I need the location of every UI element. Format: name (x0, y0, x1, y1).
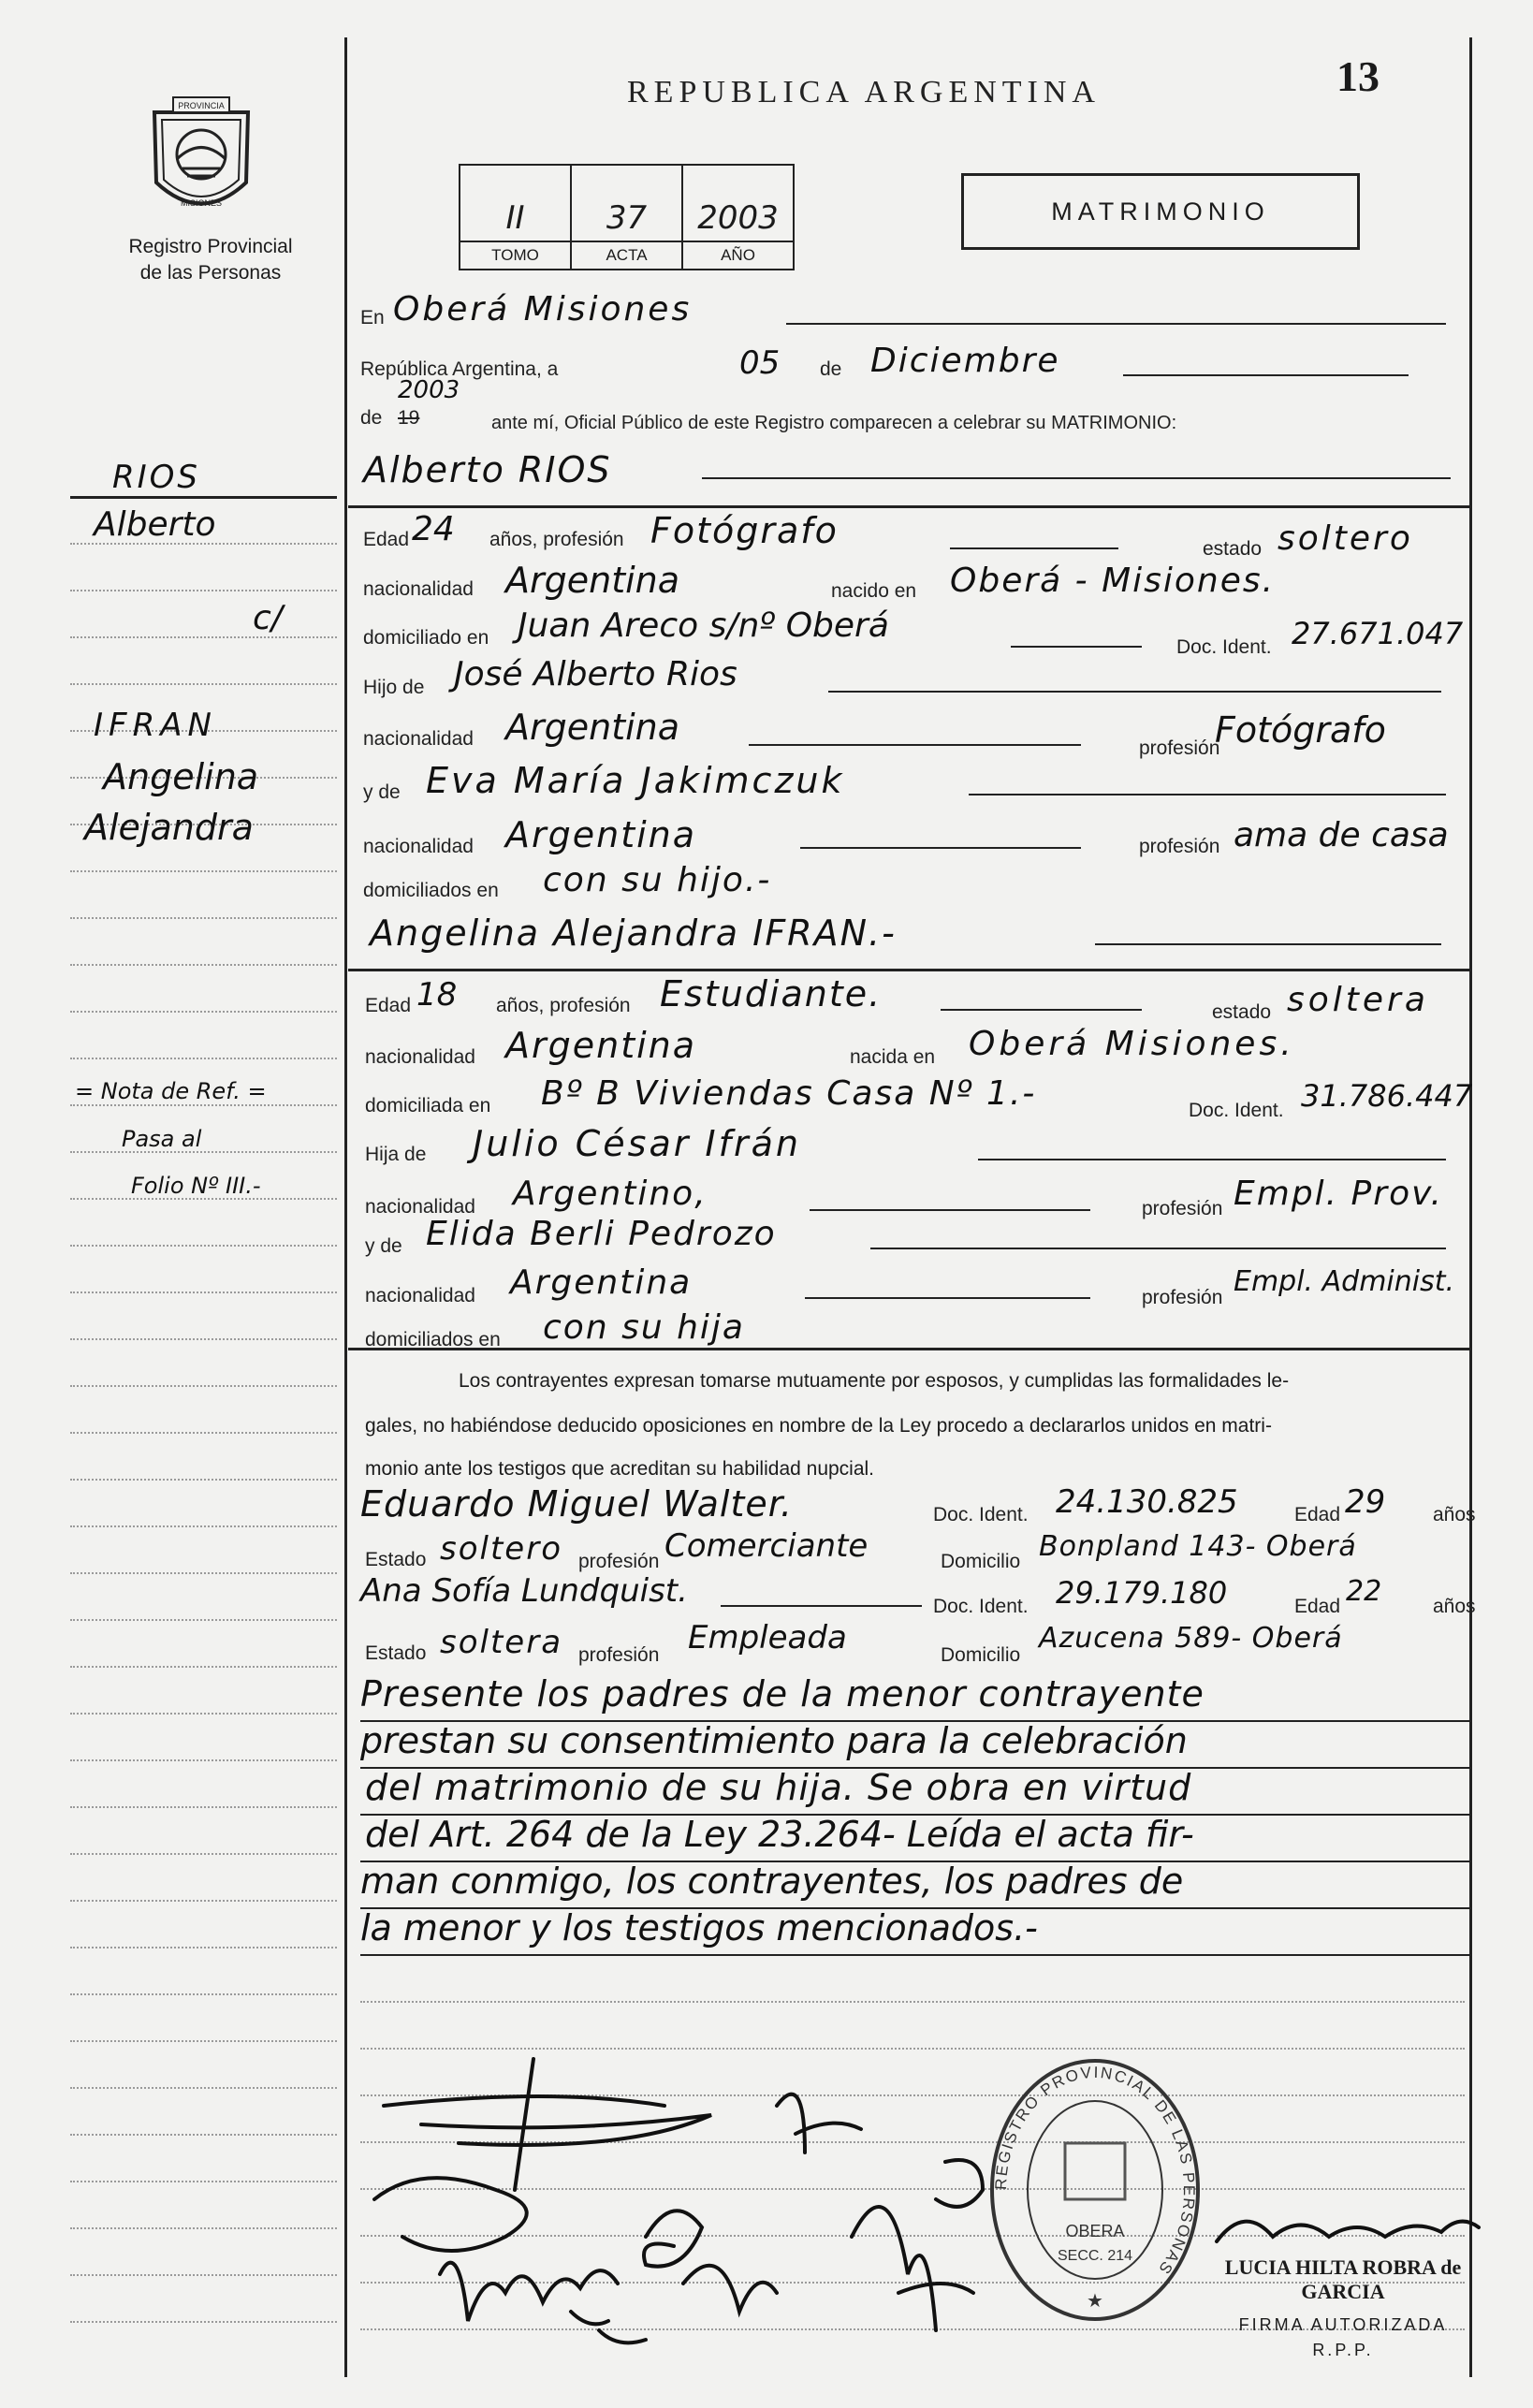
section-rule-bride (348, 969, 1469, 971)
witness2-estado-label: Estado (365, 1642, 427, 1664)
place-value: Oberá Misiones (393, 290, 693, 328)
witness1-name: Eduardo Miguel Walter. (360, 1483, 793, 1525)
bride-domiciliados-label: domiciliados en (365, 1329, 501, 1350)
witness1-doc: 24.130.825 (1056, 1483, 1238, 1521)
official-signature-block (1189, 2255, 1497, 2360)
witness1-edad-label: Edad (1294, 1504, 1341, 1525)
month-value: Diciembre (870, 342, 1060, 380)
struck-year-prefix: 19 (398, 407, 420, 429)
tomo-label: TOMO (460, 241, 570, 269)
witness2-doc-label: Doc. Ident. (933, 1596, 1029, 1617)
bride-domiciliados: con su hija (543, 1308, 745, 1347)
witness2-domicilio-label: Domicilio (941, 1644, 1021, 1666)
tomo-value: II (505, 199, 525, 237)
section-rule-groom (348, 505, 1469, 508)
emblem-text-bottom: MISIONES (180, 198, 223, 208)
bride-madre-prof: Empl. Administ. (1234, 1265, 1455, 1298)
registry-stamp (983, 2050, 1207, 2330)
fill-line (870, 1248, 1446, 1249)
groom-padre-prof-label: profesión (1139, 737, 1220, 759)
groom-padre-prof: Fotógrafo (1215, 709, 1386, 751)
fill-line (950, 547, 1118, 549)
fill-line (828, 691, 1441, 693)
signatures-scribbles (365, 2050, 1001, 2358)
groom-domicilio: Juan Areco s/nº Oberá (518, 606, 889, 645)
groom-madre-prof-label: profesión (1139, 836, 1220, 857)
margin-surname1: RIOS (112, 459, 200, 496)
star-icon: ★ (1087, 2291, 1103, 2312)
witness2-profesion-label: profesión (578, 1644, 660, 1666)
witness1-doc-label: Doc. Ident. (933, 1504, 1029, 1525)
groom-profesion: Fotógrafo (650, 510, 839, 551)
fill-line (1095, 943, 1441, 945)
witness1-estado-label: Estado (365, 1549, 427, 1570)
anio-label: AÑO (683, 241, 793, 269)
anio-value: 2003 (697, 199, 779, 237)
fill-line (800, 847, 1081, 849)
page-number: 13 (1336, 52, 1380, 100)
groom-profesion-label: años, profesión (489, 529, 624, 550)
witness2-estado: soltera (440, 1624, 563, 1661)
witness2-domicilio: Azucena 589- Oberá (1039, 1622, 1343, 1655)
bride-nacida: Oberá Misiones. (969, 1025, 1295, 1063)
left-vertical-rule (344, 37, 347, 2377)
day-value: 05 (739, 344, 781, 382)
fill-line (810, 1209, 1090, 1211)
fill-line (978, 1159, 1446, 1160)
provincial-emblem (145, 94, 257, 220)
margin-note-line1: = Nota de Ref. = (75, 1078, 267, 1104)
margin-note-line3: Folio Nº III.- (131, 1173, 261, 1199)
witness2-anos-label: años (1433, 1596, 1476, 1617)
bride-padre: Julio César Ifrán (473, 1123, 802, 1164)
stamp-ring-text: REGISTRO PROVINCIAL DE LAS PERSONAS (991, 2063, 1199, 2279)
margin-name2b: Alejandra (84, 807, 254, 848)
groom-estado: soltero (1278, 519, 1413, 558)
registry-label-line2: de las Personas (139, 262, 282, 284)
bride-yde-label: y de (365, 1235, 402, 1257)
witness1-edad: 29 (1345, 1483, 1386, 1521)
fill-line (786, 323, 1446, 325)
groom-padre: José Alberto Rios (454, 655, 737, 693)
margin-connector: c/ (253, 599, 283, 637)
margin-note-line2: Pasa al (122, 1126, 202, 1152)
groom-madre: Eva María Jakimczuk (426, 760, 845, 801)
witness1-anos-label: años (1433, 1504, 1476, 1525)
fill-line (749, 744, 1081, 746)
margin-top-rule (70, 496, 337, 499)
label-de: de (820, 358, 842, 380)
groom-padre-nac-label: nacionalidad (363, 728, 474, 750)
bride-estado-label: estado (1212, 1001, 1272, 1023)
groom-edad-label: Edad (363, 529, 410, 550)
fill-line (721, 1605, 922, 1607)
bride-nacida-label: nacida en (850, 1046, 936, 1068)
official-name: LUCIA HILTA ROBRA de GARCIA (1224, 2255, 1462, 2303)
notes-line1: Presente los padres de la menor contrayente (360, 1673, 1204, 1715)
declaration-line2: gales, no habiéndose deducido oposiciones en nombre de la Ley procedo a declararlos unidos en matri- (365, 1415, 1272, 1437)
stamp-city: OBERA (1065, 2222, 1125, 2240)
witness2-profesion: Empleada (688, 1619, 847, 1656)
bride-nacionalidad: Argentina (505, 1025, 697, 1066)
witness2-name: Ana Sofía Lundquist. (360, 1572, 688, 1610)
notes-line4: del Art. 264 de la Ley 23.264- Leída el acta fir- (365, 1814, 1194, 1855)
acta-value: 37 (606, 199, 648, 237)
notes-line6: la menor y los testigos mencionados.- (360, 1907, 1038, 1948)
fill-line (941, 1009, 1142, 1011)
declaration-line1: Los contrayentes expresan tomarse mutuamente por esposos, y cumplidas las formalidades le- (459, 1370, 1290, 1392)
margin-surname2: IFRAN (94, 707, 217, 744)
groom-nacido: Oberá - Misiones. (950, 562, 1276, 600)
bride-madre-nac: Argentina (510, 1263, 693, 1302)
intro-statement: ante mí, Oficial Público de este Registro comparecen a celebrar su MATRIMONIO: (491, 413, 1177, 433)
notes-line2: prestan su consentimiento para la celebración (360, 1720, 1188, 1761)
label-republica: República Argentina, a (360, 358, 559, 380)
fill-line (1011, 646, 1142, 648)
bride-profesion-label: años, profesión (496, 995, 631, 1016)
fill-line (702, 477, 1451, 479)
bride-estado: soltera (1287, 981, 1429, 1019)
groom-domiciliados-label: domiciliados en (363, 880, 499, 901)
witness1-profesion: Comerciante (664, 1527, 869, 1565)
groom-full-name: Alberto RIOS (363, 449, 612, 490)
emblem-text-top: PROVINCIA (178, 101, 225, 110)
bride-padre-prof: Empl. Prov. (1234, 1175, 1443, 1213)
bride-domicilio-label: domiciliada en (365, 1095, 491, 1116)
stamp-section: SECC. 214 (1057, 2248, 1133, 2264)
notes-line5: man conmigo, los contrayentes, los padres de (360, 1861, 1184, 1902)
fill-line (805, 1297, 1090, 1299)
bride-nac-label: nacionalidad (365, 1046, 475, 1068)
bride-padre-prof-label: profesión (1142, 1198, 1223, 1219)
witness2-doc: 29.179.180 (1056, 1575, 1228, 1611)
bride-edad-label: Edad (365, 995, 412, 1016)
bride-padre-nac: Argentino, (513, 1175, 708, 1213)
declaration-line3: monio ante los testigos que acreditan su habilidad nupcial. (365, 1458, 875, 1480)
groom-yde-label: y de (363, 781, 401, 803)
acta-cell (572, 166, 683, 269)
witness1-profesion-label: profesión (578, 1551, 660, 1572)
bride-full-name: Angelina Alejandra IFRAN.- (370, 912, 897, 954)
groom-doc-label: Doc. Ident. (1176, 636, 1272, 658)
bride-padre-nac-label: nacionalidad (365, 1196, 475, 1218)
fill-line (969, 794, 1446, 795)
bride-doc: 31.786.447 (1301, 1078, 1473, 1114)
witness2-edad-label: Edad (1294, 1596, 1341, 1617)
registry-label-line1: Registro Provincial (128, 236, 293, 257)
tomo-cell (460, 166, 572, 269)
groom-nac-label: nacionalidad (363, 578, 474, 600)
fill-line (1123, 374, 1409, 376)
bride-edad: 18 (416, 976, 458, 1014)
bride-doc-label: Doc. Ident. (1189, 1100, 1284, 1121)
right-vertical-rule (1469, 37, 1472, 2377)
groom-nacido-label: nacido en (831, 580, 917, 602)
witness2-edad: 22 (1346, 1575, 1382, 1608)
groom-nacionalidad: Argentina (505, 560, 680, 601)
firma-autorizada-label: FIRMA AUTORIZADA (1238, 2315, 1448, 2334)
bride-madre-nac-label: nacionalidad (365, 1285, 475, 1306)
acta-label: ACTA (572, 241, 681, 269)
label-de-year: de (360, 407, 383, 429)
groom-padre-nac: Argentina (505, 707, 680, 748)
fill-line (360, 1954, 1469, 1956)
groom-edad: 24 (412, 510, 455, 548)
bride-madre-prof-label: profesión (1142, 1287, 1223, 1308)
bride-madre: Elida Berli Pedrozo (426, 1215, 777, 1253)
witness1-estado: soltero (440, 1530, 562, 1568)
document-type-box: MATRIMONIO (961, 173, 1360, 250)
official-signature (1207, 2195, 1488, 2260)
anio-cell (683, 166, 793, 269)
bride-domicilio: Bº B Viviendas Casa Nº 1.- (541, 1074, 1037, 1113)
bride-hija-label: Hija de (365, 1144, 427, 1165)
notes-line3: del matrimonio de su hija. Se obra en virtud (365, 1767, 1192, 1808)
tomo-acta-year-box (459, 164, 795, 270)
witness1-domicilio: Bonpland 143- Oberá (1039, 1530, 1357, 1563)
groom-madre-nac-label: nacionalidad (363, 836, 474, 857)
label-en: En (360, 307, 385, 328)
registry-label (94, 234, 328, 286)
witness1-domicilio-label: Domicilio (941, 1551, 1021, 1572)
year-correction: 2003 (398, 376, 460, 404)
groom-domicilio-label: domiciliado en (363, 627, 489, 649)
groom-hijo-label: Hijo de (363, 677, 425, 698)
groom-madre-nac: Argentina (505, 814, 697, 855)
groom-madre-prof: ama de casa (1234, 816, 1449, 854)
bride-profesion: Estudiante. (660, 973, 883, 1014)
rpp-label: R.P.P. (1312, 2341, 1374, 2359)
section-rule-declaration (348, 1348, 1469, 1350)
document-title: REPUBLICA ARGENTINA (627, 75, 1101, 109)
groom-doc: 27.671.047 (1292, 616, 1464, 651)
margin-name2a: Angelina (103, 756, 259, 797)
margin-name1: Alberto (94, 505, 216, 544)
groom-estado-label: estado (1203, 538, 1263, 560)
groom-domiciliados: con su hijo.- (543, 861, 772, 899)
